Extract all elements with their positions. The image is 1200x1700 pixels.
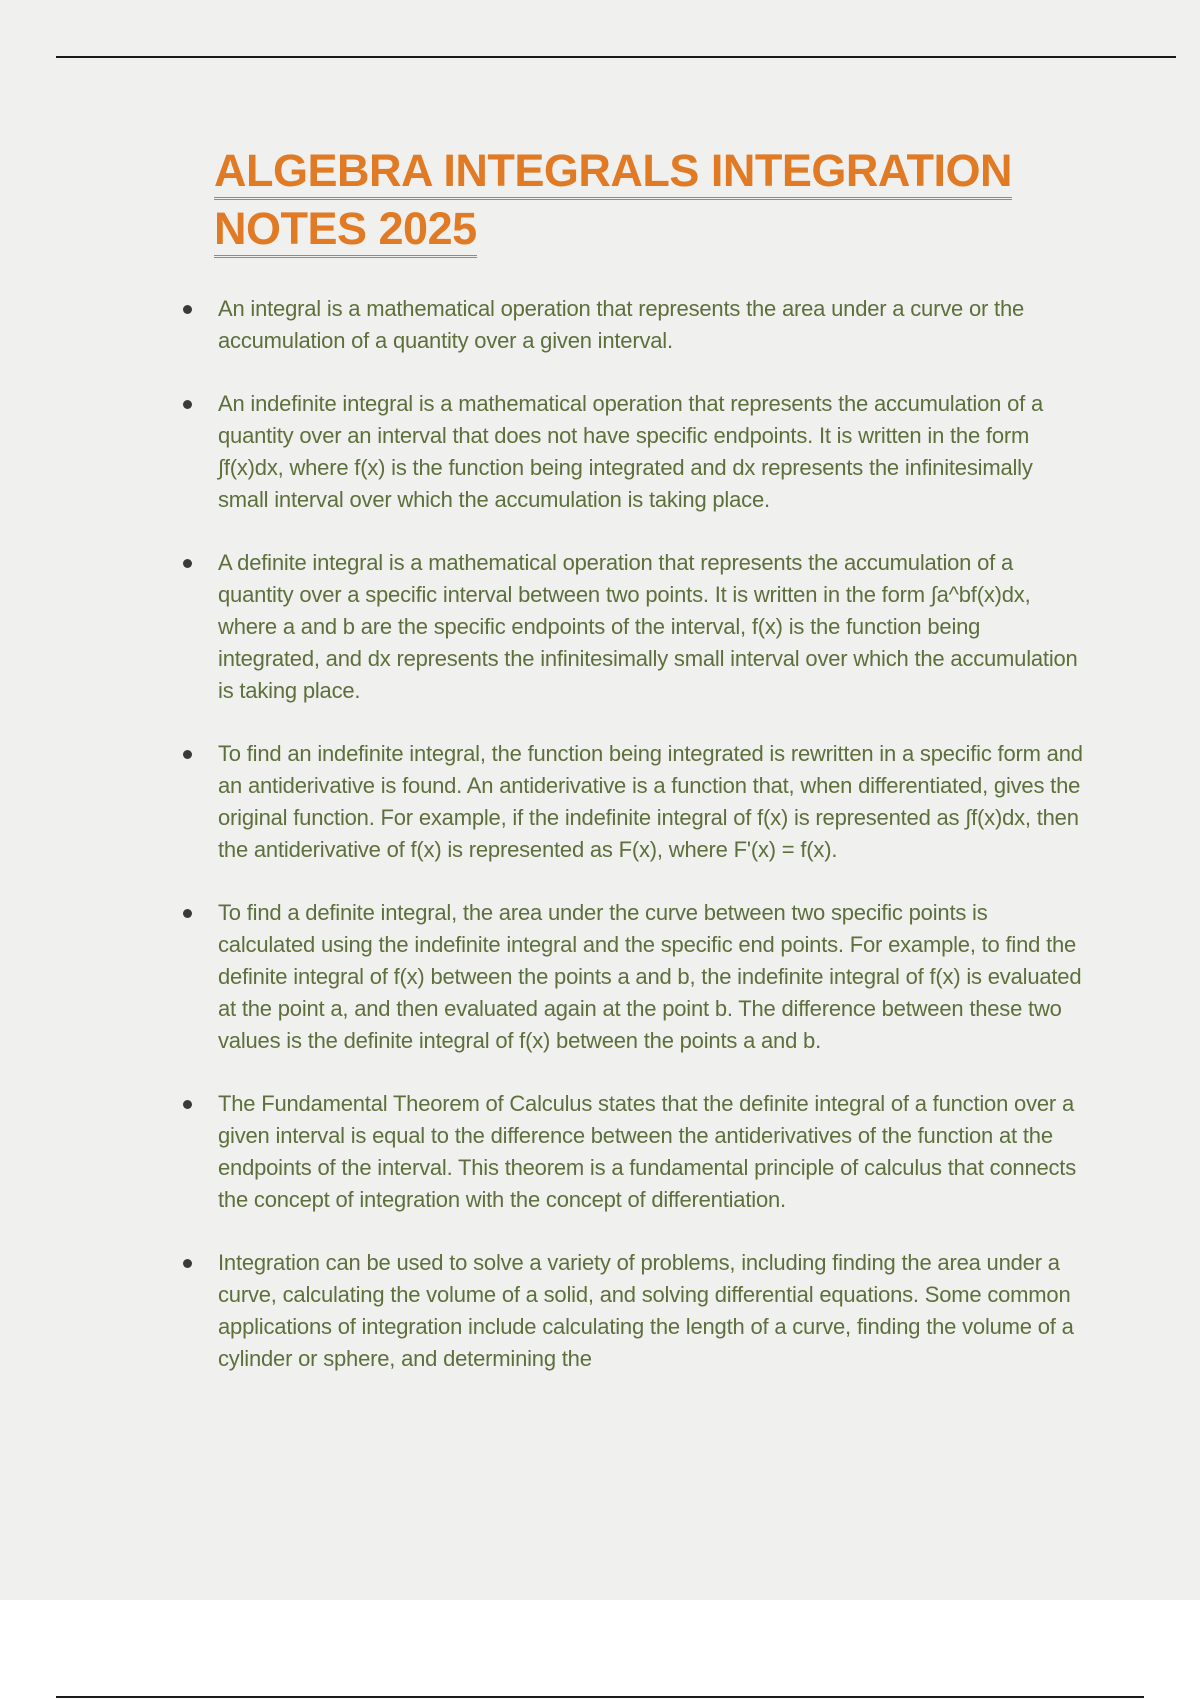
list-item <box>0 547 1083 707</box>
list-item <box>0 1247 1083 1375</box>
bullet-icon <box>183 1259 192 1268</box>
list-item-text: To find a definite integral, the area under the curve between two specific points is calculated using the indefinite integral and the specific end points. For example, to find the definite integral of f(x) between the points a and b, the indefinite integral of f(x) is evaluated at the point a, and then evaluated again at the point b. The difference between these two values is the definite integral of f(x) between the points a and b. <box>218 900 1082 1053</box>
bullet-icon <box>183 559 192 568</box>
bullet-icon <box>183 305 192 314</box>
title-line-2: NOTES 2025 <box>214 203 477 258</box>
document-title <box>214 142 1114 258</box>
bullet-icon <box>183 400 192 409</box>
list-item-text: A definite integral is a mathematical operation that represents the accumulation of a quantity over a specific interval between two points. It is written in the form ∫a^bf(x)dx, where a and b are the specific endpoints of the interval, f(x) is the function being integrated, and dx represents the infinitesimally small interval over which the accumulation is taking place. <box>218 550 1078 703</box>
list-item <box>0 388 1083 516</box>
notes-bullet-list <box>0 293 1200 1406</box>
list-item <box>0 738 1083 866</box>
list-item-text: The Fundamental Theorem of Calculus states that the definite integral of a function over a given interval is equal to the difference between the antiderivatives of the function at the endpoints of the interval. This theorem is a fundamental principle of calculus that connects the concept of integration with the concept of differentiation. <box>218 1091 1077 1212</box>
bullet-icon <box>183 1100 192 1109</box>
list-item-text: Integration can be used to solve a variety of problems, including finding the area under a curve, calculating the volume of a solid, and solving differential equations. Some common applications of integration include calculating the length of a curve, finding the volume of a cylinder or sphere, and determining the <box>218 1250 1074 1371</box>
list-item <box>0 293 1083 357</box>
list-item-text: An indefinite integral is a mathematical operation that represents the accumulation of a quantity over an interval that does not have specific endpoints. It is written in the form ∫f(x)dx, where f(x) is the function being integrated and dx represents the infinitesimally small interval over which the accumulation is taking place. <box>218 391 1043 512</box>
bullet-icon <box>183 750 192 759</box>
title-line-1: ALGEBRA INTEGRALS INTEGRATION <box>214 145 1012 200</box>
top-rule <box>56 56 1176 58</box>
list-item-text: To find an indefinite integral, the function being integrated is rewritten in a specific form and an antiderivative is found. An antiderivative is a function that, when differentiated, gives the original function. For example, if the indefinite integral of f(x) is represented as ∫f(x)dx, then the antiderivative of f(x) is represented as F(x), where F'(x) = f(x). <box>218 741 1083 862</box>
list-item <box>0 1088 1083 1216</box>
list-item <box>0 897 1083 1057</box>
bottom-rule <box>56 1696 1144 1698</box>
bullet-icon <box>183 909 192 918</box>
list-item-text: An integral is a mathematical operation that represents the area under a curve or the accumulation of a quantity over a given interval. <box>218 296 1025 353</box>
